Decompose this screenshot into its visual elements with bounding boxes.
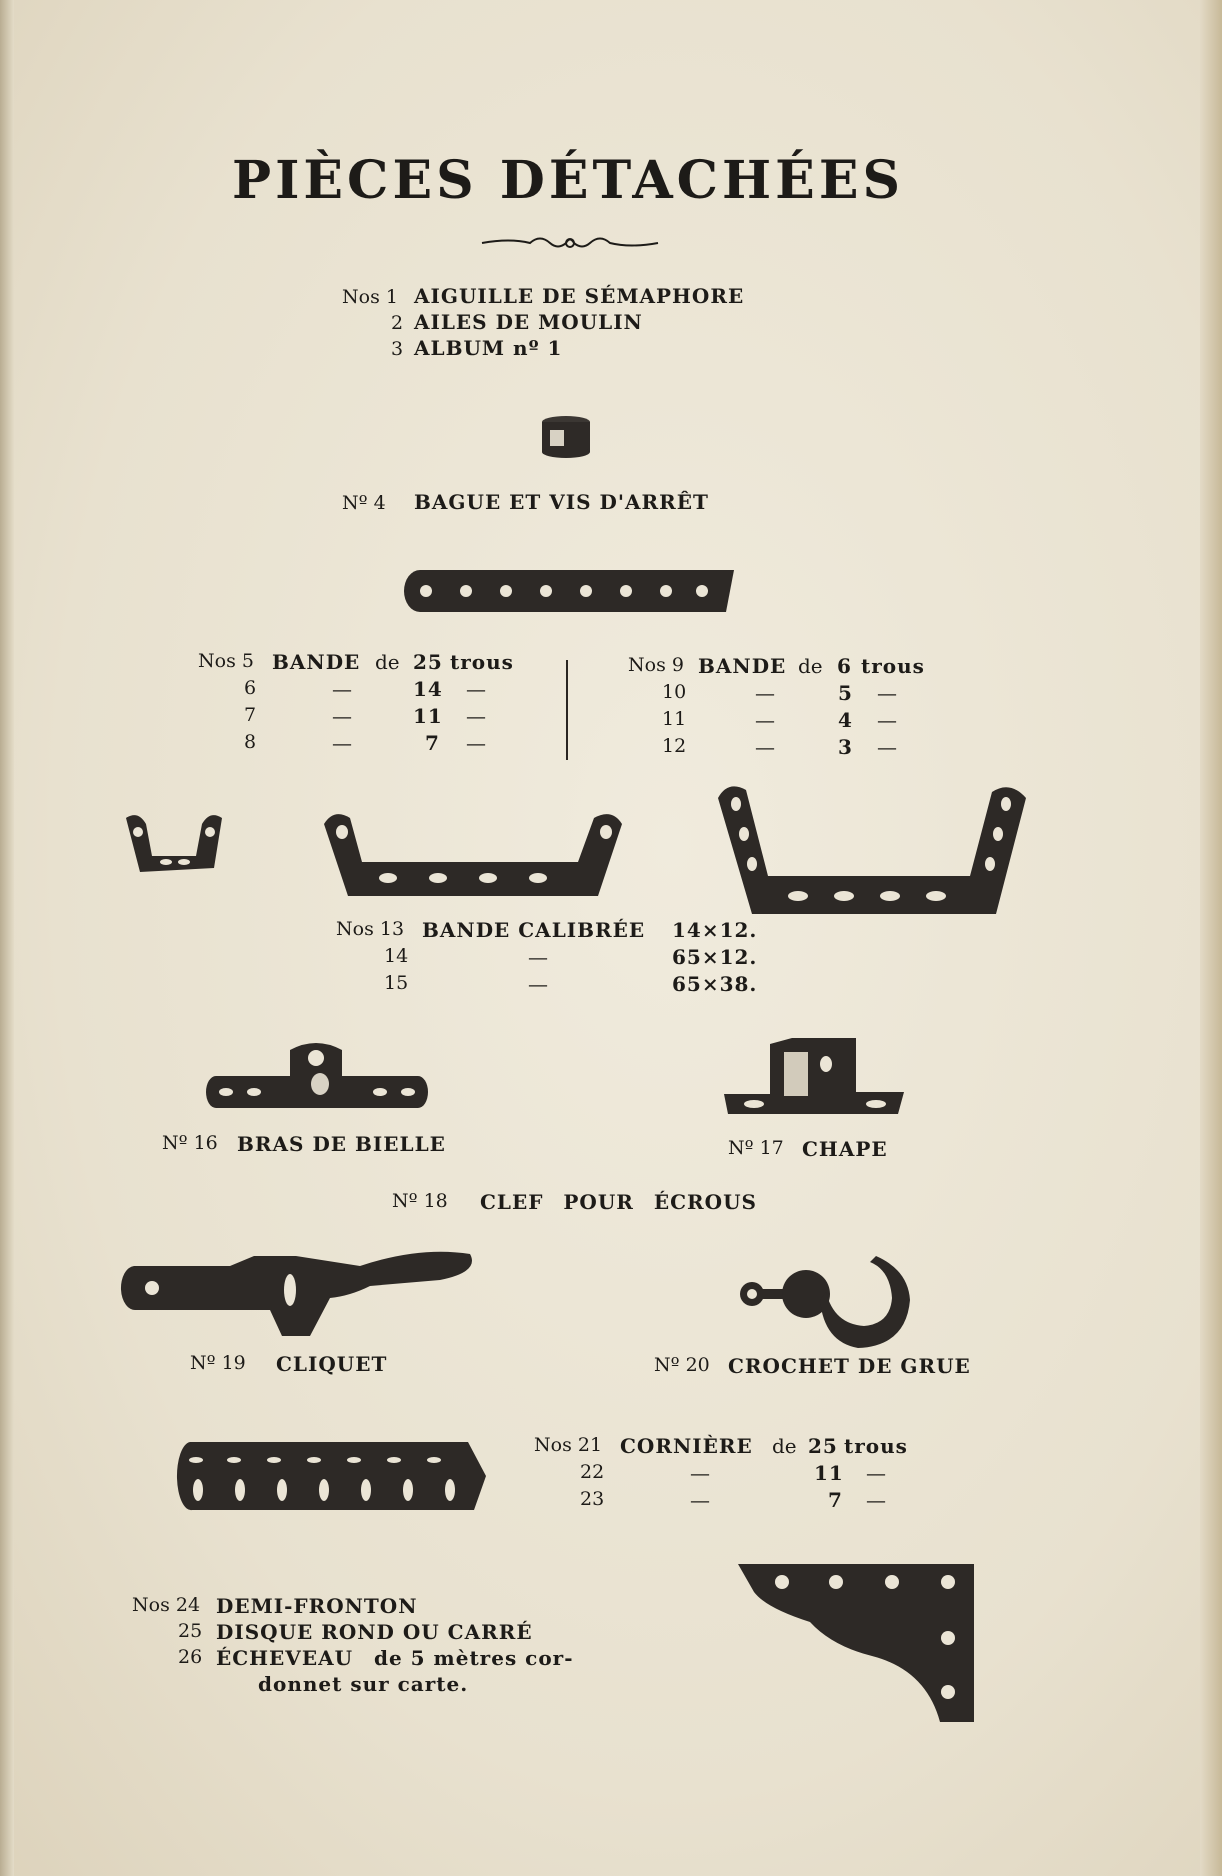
- entry-18-number: Nº 18: [392, 1190, 448, 1212]
- bracket-icon: [118, 810, 228, 882]
- entry-11-number: 11: [662, 708, 687, 730]
- entry-15-size: 65×38.: [672, 972, 758, 996]
- entry-22-dash: —: [690, 1461, 710, 1485]
- entry-16-number: Nº 16: [162, 1132, 218, 1154]
- entry-12-dash: —: [755, 735, 775, 759]
- entry-12-number: 12: [662, 735, 687, 757]
- ornament-icon: [480, 228, 660, 258]
- entry-23-dash-2: —: [866, 1488, 886, 1512]
- entry-14-number: 14: [384, 945, 409, 967]
- entry-19-number: Nº 19: [190, 1352, 246, 1374]
- page-title: PIÈCES DÉTACHÉES: [232, 150, 905, 211]
- entry-19-label: CLIQUET: [276, 1352, 388, 1376]
- entry-13-number: Nos 13: [336, 918, 405, 940]
- entry-8-quantity: 7: [425, 731, 440, 755]
- entry-6-quantity: 14: [413, 677, 443, 701]
- entry-17-number: Nº 17: [728, 1137, 784, 1159]
- hook-icon: [738, 1256, 914, 1350]
- entry-6-dash-2: —: [466, 677, 486, 701]
- page-edge-left: [0, 0, 14, 1876]
- bracket-icon-3: [716, 780, 1028, 916]
- entry-9-de: de: [798, 654, 823, 678]
- strip-icon: [404, 566, 736, 616]
- fork-icon: [722, 1036, 906, 1116]
- entry-9-quantity: 6: [837, 654, 852, 678]
- entry-1-number: Nos 1: [342, 286, 398, 308]
- entry-21-de: de: [772, 1434, 797, 1458]
- entry-7-quantity: 11: [413, 704, 443, 728]
- entry-3-number: 3: [391, 338, 404, 360]
- entry-22-dash-2: —: [866, 1461, 886, 1485]
- entry-10-dash: —: [755, 681, 775, 705]
- entry-25-label: DISQUE ROND OU CARRÉ: [216, 1620, 533, 1644]
- entry-5-quantity: 25: [413, 650, 443, 674]
- bracket-icon-2: [320, 808, 626, 898]
- page-edge-right: [1200, 0, 1222, 1876]
- entry-23-dash: —: [690, 1488, 710, 1512]
- entry-13-label: BANDE CALIBRÉE: [422, 918, 646, 942]
- entry-8-number: 8: [244, 731, 257, 753]
- entry-14-dash: —: [528, 945, 548, 969]
- entry-6-dash: —: [332, 677, 352, 701]
- entry-5-number: Nos 5: [198, 650, 254, 672]
- entry-11-dash: —: [755, 708, 775, 732]
- entry-4-number: Nº 4: [342, 492, 386, 514]
- entry-21-number: Nos 21: [534, 1434, 603, 1456]
- entry-9-unit: trous: [861, 654, 925, 678]
- entry-16-label: BRAS DE BIELLE: [237, 1132, 446, 1156]
- entry-12-dash-2: —: [877, 735, 897, 759]
- entry-6-number: 6: [244, 677, 257, 699]
- entry-21-label: CORNIÈRE: [620, 1434, 753, 1458]
- entry-22-quantity: 11: [814, 1461, 844, 1485]
- entry-5-label: BANDE: [272, 650, 361, 674]
- entry-7-dash: —: [332, 704, 352, 728]
- entry-21-quantity: 25: [808, 1434, 838, 1458]
- entry-26-detail: de 5 mètres cor-: [374, 1646, 574, 1670]
- entry-12-quantity: 3: [838, 735, 853, 759]
- entry-2-label: AILES DE MOULIN: [414, 310, 643, 334]
- entry-21-unit: trous: [844, 1434, 908, 1458]
- entry-8-dash-2: —: [466, 731, 486, 755]
- gusset-icon: [736, 1562, 976, 1724]
- entry-15-dash: —: [528, 972, 548, 996]
- entry-7-number: 7: [244, 704, 257, 726]
- spanner-icon: [120, 1246, 476, 1342]
- entry-23-quantity: 7: [828, 1488, 843, 1512]
- entry-10-dash-2: —: [877, 681, 897, 705]
- crank-icon: [204, 1040, 430, 1112]
- entry-25-number: 25: [178, 1620, 203, 1642]
- entry-15-number: 15: [384, 972, 409, 994]
- entry-4-label: BAGUE ET VIS D'ARRÊT: [414, 490, 709, 514]
- entry-20-number: Nº 20: [654, 1354, 710, 1376]
- entry-1-label: AIGUILLE DE SÉMAPHORE: [414, 284, 745, 308]
- entry-11-dash-2: —: [877, 708, 897, 732]
- entry-22-number: 22: [580, 1461, 605, 1483]
- entry-5-de: de: [375, 650, 400, 674]
- entry-26-label: ÉCHEVEAU: [216, 1646, 354, 1670]
- entry-20-label: CROCHET DE GRUE: [728, 1354, 971, 1378]
- entry-26-number: 26: [178, 1646, 203, 1668]
- entry-8-dash: —: [332, 731, 352, 755]
- entry-2-number: 2: [391, 312, 404, 334]
- entry-9-number: Nos 9: [628, 654, 684, 676]
- entry-18-label: CLEF POUR ÉCROUS: [480, 1190, 757, 1214]
- entry-11-quantity: 4: [838, 708, 853, 732]
- entry-13-size: 14×12.: [672, 918, 758, 942]
- entry-26-detail-cont: donnet sur carte.: [258, 1672, 469, 1696]
- collar-icon: [538, 414, 594, 460]
- entry-10-number: 10: [662, 681, 687, 703]
- entry-5-unit: trous: [450, 650, 514, 674]
- entry-24-number: Nos 24: [132, 1594, 201, 1616]
- entry-7-dash-2: —: [466, 704, 486, 728]
- entry-17-label: CHAPE: [802, 1137, 888, 1161]
- entry-10-quantity: 5: [838, 681, 853, 705]
- entry-9-label: BANDE: [698, 654, 787, 678]
- entry-3-label: ALBUM nº 1: [414, 336, 563, 360]
- entry-14-size: 65×12.: [672, 945, 758, 969]
- entry-23-number: 23: [580, 1488, 605, 1510]
- entry-24-label: DEMI-FRONTON: [216, 1594, 418, 1618]
- angle-girder-icon: [168, 1440, 488, 1512]
- column-divider: [566, 660, 568, 760]
